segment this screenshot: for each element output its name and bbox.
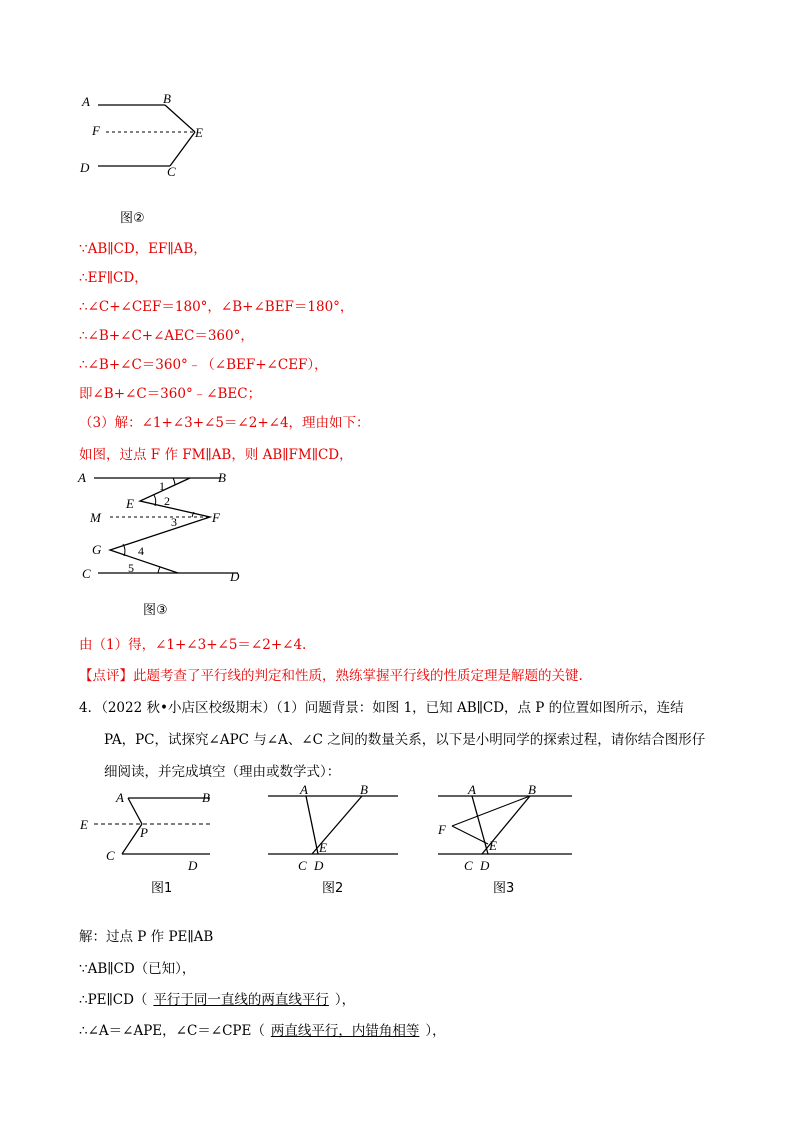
label-d: D: [188, 858, 198, 873]
conclusion-line: 由（1）得，∠1+∠3+∠5＝∠2+∠4.: [79, 637, 307, 653]
problem-4-figure-2: [262, 782, 412, 882]
part3-construction: 如图，过点 F 作 FM∥AB，则 AB∥FM∥CD，: [79, 447, 353, 463]
angle-1: 1: [159, 479, 165, 493]
problem-4-figure-2-caption: 图2: [322, 881, 344, 896]
label-c: C: [464, 858, 473, 873]
label-a: A: [300, 782, 308, 797]
label-g: G: [92, 542, 102, 557]
solution-line-2: ∵AB∥CD（已知），: [79, 961, 196, 977]
label-d: D: [230, 569, 240, 584]
label-e: E: [80, 817, 88, 832]
solution-line-3-suffix: ），: [334, 992, 356, 1008]
fill-blank-1: 平行于同一直线的两直线平行: [153, 992, 329, 1008]
label-d: D: [314, 858, 324, 873]
label-f: F: [438, 822, 446, 837]
solution-line-4-prefix: ∴∠A＝∠APE，∠C＝∠CPE（: [79, 1023, 265, 1039]
label-b: B: [163, 91, 171, 106]
label-a: A: [82, 94, 90, 109]
label-b: B: [360, 782, 368, 797]
problem-4-line-3: 细阅读，并完成填空（理由或数学式）：: [104, 764, 341, 780]
problem-4-line-1: 4．（2022 秋•小店区校级期末）（1）问题背景：如图 1，已知 AB∥CD，点 P 的位置如图所示，连结: [79, 700, 684, 716]
label-b: B: [218, 470, 226, 485]
problem-4-figure-3-caption: 图3: [493, 881, 515, 896]
angle-2: 2: [164, 494, 170, 508]
label-e: E: [319, 840, 327, 855]
label-p: P: [140, 825, 148, 840]
proof-line-4: ∴∠B+∠C+∠AEC＝360°，: [79, 328, 254, 344]
solution-line-1: 解：过点 P 作 PE∥AB: [79, 929, 214, 945]
proof-line-3: ∴∠C+∠CEF＝180°，∠B+∠BEF＝180°，: [79, 299, 354, 315]
label-e: E: [126, 496, 134, 511]
angle-3: 3: [171, 515, 177, 529]
figure-2-caption: 图②: [120, 211, 145, 226]
solution-line-3-prefix: ∴PE∥CD（: [79, 992, 148, 1008]
solution-line-4: [79, 1019, 446, 1039]
segment-ec: [170, 132, 195, 166]
problem-4-figure-1: [70, 786, 230, 876]
fill-blank-2: 两直线平行，内错角相等: [270, 1023, 420, 1039]
angle-5: 5: [128, 561, 134, 575]
label-c: C: [82, 566, 91, 581]
label-m: M: [90, 510, 101, 525]
label-a: A: [468, 782, 476, 797]
label-c: C: [167, 164, 176, 179]
label-d: D: [480, 858, 490, 873]
segment-be: [165, 105, 195, 132]
figure-3-caption: 图③: [143, 603, 168, 618]
proof-line-5: ∴∠B+∠C＝360°﹣（∠BEF+∠CEF），: [79, 357, 328, 373]
label-a: A: [116, 790, 124, 805]
proof-line-2: ∴EF∥CD，: [79, 270, 148, 286]
label-d: D: [80, 160, 90, 175]
label-a: A: [78, 470, 86, 485]
label-e: E: [489, 838, 497, 853]
proof-line-1: ∵AB∥CD，EF∥AB，: [79, 241, 207, 257]
problem-4-figure-3: [432, 782, 582, 882]
label-b: B: [202, 790, 210, 805]
figure-3-diagram: [70, 468, 260, 588]
label-f: F: [92, 123, 100, 138]
label-e: E: [195, 125, 203, 140]
label-c: C: [298, 858, 307, 873]
proof-line-6: 即∠B+∠C＝360°﹣∠BEC；: [79, 386, 262, 402]
problem-4-figure-1-caption: 图1: [151, 881, 173, 896]
comment-line: 【点评】此题考查了平行线的判定和性质，熟练掌握平行线的性质定理是解题的关键.: [79, 668, 583, 684]
figure-2-diagram: [70, 88, 230, 188]
label-b: B: [528, 782, 536, 797]
label-f: F: [212, 510, 220, 525]
solution-line-3: [79, 988, 355, 1008]
solution-line-4-suffix: ），: [425, 1023, 446, 1039]
angle-4: 4: [138, 544, 144, 558]
label-c: C: [106, 848, 115, 863]
part3-heading: （3）解：∠1+∠3+∠5＝∠2+∠4，理由如下：: [79, 415, 370, 431]
problem-4-line-2: PA，PC，试探究∠APC 与∠A、∠C 之间的数量关系，以下是小明同学的探索过程，请你结合图形仔: [104, 732, 706, 748]
